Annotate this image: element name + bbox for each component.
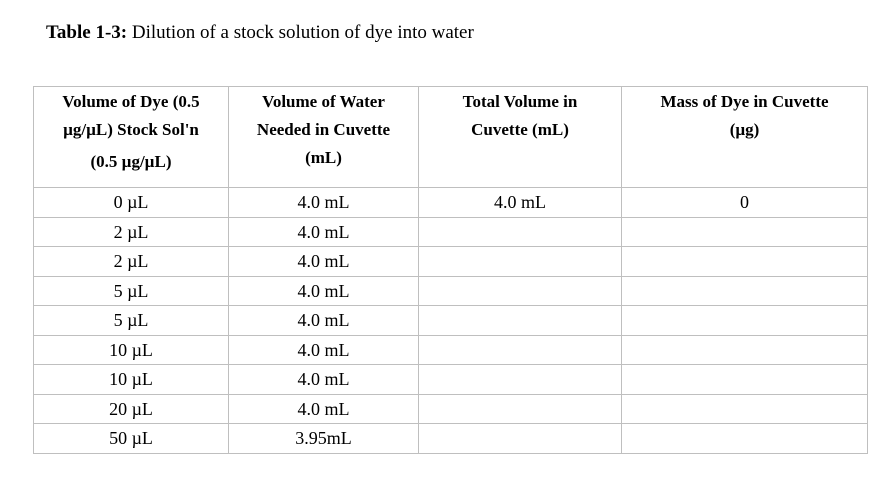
table-row [34, 306, 868, 336]
cell-volume-of-water: 4.0 mL [229, 217, 419, 247]
header-line: Mass of Dye in Cuvette [660, 92, 829, 111]
cell-mass-of-dye [622, 424, 868, 454]
cell-volume-of-water: 4.0 mL [229, 335, 419, 365]
cell-mass-of-dye [622, 365, 868, 395]
dilution-table [33, 86, 868, 454]
table-header-row [34, 87, 868, 188]
table-caption [46, 22, 474, 44]
header-line: Total Volume in [462, 92, 578, 111]
cell-mass-of-dye [622, 335, 868, 365]
table-row [34, 247, 868, 277]
table-row [34, 217, 868, 247]
cell-mass-of-dye [622, 394, 868, 424]
cell-volume-of-water: 4.0 mL [229, 188, 419, 218]
table-row [34, 394, 868, 424]
cell-total-volume: 4.0 mL [419, 188, 622, 218]
cell-volume-of-water: 4.0 mL [229, 247, 419, 277]
cell-volume-of-water: 4.0 mL [229, 276, 419, 306]
cell-volume-of-dye: 0 µL [34, 188, 229, 218]
cell-mass-of-dye [622, 247, 868, 277]
header-line: (µg) [729, 120, 760, 139]
cell-mass-of-dye [622, 217, 868, 247]
cell-volume-of-water: 4.0 mL [229, 394, 419, 424]
header-volume-of-dye [34, 87, 229, 188]
cell-total-volume [419, 365, 622, 395]
cell-volume-of-water: 4.0 mL [229, 365, 419, 395]
cell-total-volume [419, 247, 622, 277]
cell-volume-of-water: 4.0 mL [229, 306, 419, 336]
header-line: (mL) [305, 148, 342, 167]
table-row [34, 365, 868, 395]
header-total-volume [419, 87, 622, 188]
cell-total-volume [419, 424, 622, 454]
cell-total-volume [419, 394, 622, 424]
cell-volume-of-dye: 2 µL [34, 247, 229, 277]
cell-total-volume [419, 335, 622, 365]
header-mass-of-dye [622, 87, 868, 188]
header-line: Needed in Cuvette [256, 120, 391, 139]
cell-volume-of-dye: 10 µL [34, 365, 229, 395]
table-row [34, 188, 868, 218]
header-line: Volume of Water [262, 92, 385, 111]
cell-mass-of-dye: 0 [622, 188, 868, 218]
header-line: Cuvette (mL) [471, 120, 569, 139]
cell-mass-of-dye [622, 306, 868, 336]
cell-volume-of-dye: 2 µL [34, 217, 229, 247]
header-line: (0.5 µg/µL) [90, 152, 172, 171]
cell-total-volume [419, 217, 622, 247]
cell-volume-of-dye: 10 µL [34, 335, 229, 365]
cell-volume-of-dye: 50 µL [34, 424, 229, 454]
header-line: Volume of Dye (0.5 [62, 92, 200, 111]
table-row [34, 335, 868, 365]
cell-volume-of-water: 3.95mL [229, 424, 419, 454]
header-line: µg/µL) Stock Sol'n [63, 120, 199, 139]
cell-volume-of-dye: 20 µL [34, 394, 229, 424]
table-row [34, 424, 868, 454]
cell-volume-of-dye: 5 µL [34, 276, 229, 306]
cell-mass-of-dye [622, 276, 868, 306]
cell-total-volume [419, 306, 622, 336]
cell-volume-of-dye: 5 µL [34, 306, 229, 336]
table-caption-text: Dilution of a stock solution of dye into water [127, 22, 474, 43]
table-row [34, 276, 868, 306]
cell-total-volume [419, 276, 622, 306]
header-volume-of-water [229, 87, 419, 188]
table-caption-label: Table 1-3: [46, 22, 128, 43]
